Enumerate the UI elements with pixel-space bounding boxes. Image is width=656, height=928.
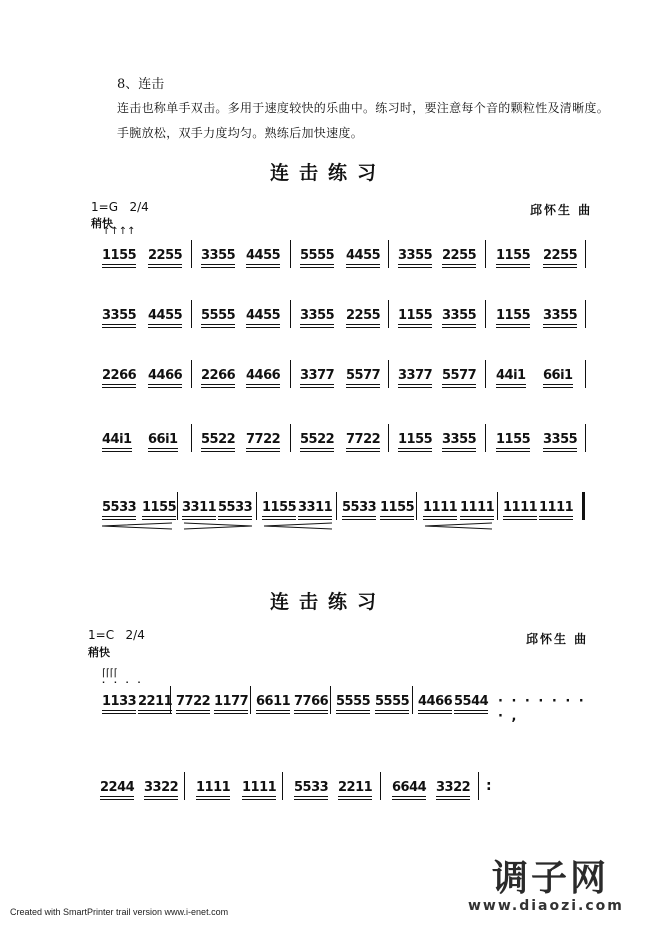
bar-line xyxy=(184,772,185,800)
note-group: 66i1 xyxy=(543,368,573,383)
note-group: 3377 xyxy=(398,368,433,383)
bar-line xyxy=(290,300,291,328)
note-group: 5522 xyxy=(300,432,335,447)
bar-line xyxy=(412,686,413,714)
note-group: 7722 xyxy=(246,432,281,447)
exercise1-row-1 xyxy=(100,226,588,278)
section-heading: 8、连击 xyxy=(117,77,165,92)
exercise1-row-2 xyxy=(100,298,588,338)
note-group: 5577 xyxy=(346,368,381,383)
continuation-dots: · · · · · · · · , xyxy=(498,694,586,724)
bar-line xyxy=(388,360,389,388)
bar-line xyxy=(290,360,291,388)
bar-line xyxy=(330,686,331,714)
bar-line xyxy=(416,492,417,520)
bar-line xyxy=(497,492,498,520)
note-group: 1111 xyxy=(423,500,458,515)
note-group: 6611 xyxy=(256,694,291,709)
bar-line xyxy=(191,300,192,328)
note-group: 4466 xyxy=(246,368,281,383)
exercise2-key xyxy=(88,628,145,642)
note-group: 5555 xyxy=(336,694,371,709)
note-group: 2211 xyxy=(138,694,173,709)
bar-line xyxy=(191,240,192,268)
note-group: 5533 xyxy=(294,780,329,795)
key-signature: 1=G xyxy=(91,200,118,214)
time-signature: 2/4 xyxy=(125,628,145,642)
note-group: 1155 xyxy=(496,432,531,447)
note-group: 3355 xyxy=(442,308,477,323)
note-group: 5555 xyxy=(201,308,236,323)
note-group: 1155 xyxy=(398,432,433,447)
note-group: 2266 xyxy=(201,368,236,383)
exercise1-title: 连击练习 xyxy=(269,162,386,184)
note-group: 1155 xyxy=(102,248,137,263)
note-group: 1111 xyxy=(503,500,538,515)
bar-line xyxy=(388,240,389,268)
note-group: 5555 xyxy=(375,694,410,709)
bar-line xyxy=(380,772,381,800)
note-group: 2211 xyxy=(338,780,373,795)
note-group: 5533 xyxy=(218,500,253,515)
note-group: 3311 xyxy=(298,500,333,515)
note-group: 44i1 xyxy=(102,432,132,447)
note-group: 3355 xyxy=(543,308,578,323)
sticking-arrows-icon: ⌈⌈⌈⌈ xyxy=(102,668,118,679)
note-group: 1133 xyxy=(102,694,137,709)
bar-line xyxy=(388,300,389,328)
note-group: 1177 xyxy=(214,694,249,709)
note-group: 5522 xyxy=(201,432,236,447)
note-group: 1111 xyxy=(539,500,574,515)
bar-line xyxy=(585,360,586,388)
exercise1-composer: 邱怀生 曲 xyxy=(530,203,593,217)
note-group: 4455 xyxy=(246,308,281,323)
note-group: 3322 xyxy=(144,780,179,795)
exercise2-row-2 xyxy=(98,770,586,810)
note-group: 6644 xyxy=(392,780,427,795)
note-group: 4466 xyxy=(418,694,453,709)
note-group: 1155 xyxy=(380,500,415,515)
note-group: 2244 xyxy=(100,780,135,795)
note-group: 7722 xyxy=(346,432,381,447)
exercise2-tempo: 稍快 xyxy=(88,646,110,659)
bar-line xyxy=(478,772,479,800)
note-group: 7722 xyxy=(176,694,211,709)
note-group: 44i1 xyxy=(496,368,526,383)
bar-line xyxy=(256,492,257,520)
footer-credit: Created with SmartPrinter trail version www.i-enet.com xyxy=(10,907,229,917)
time-signature: 2/4 xyxy=(129,200,149,214)
note-group: 3311 xyxy=(182,500,217,515)
note-group: 4455 xyxy=(148,308,183,323)
bar-line xyxy=(585,240,586,268)
note-group: 1111 xyxy=(242,780,277,795)
note-group: 2255 xyxy=(148,248,183,263)
octave-dots: · · · · xyxy=(102,678,144,687)
exercise1-row-3 xyxy=(100,358,588,398)
bar-line xyxy=(485,300,486,328)
note-group: 3355 xyxy=(300,308,335,323)
note-group: 3377 xyxy=(300,368,335,383)
note-group: 3355 xyxy=(442,432,477,447)
exercise2-title: 连击练习 xyxy=(269,591,386,613)
repeat-dots-icon: : xyxy=(486,778,492,794)
note-group: 5555 xyxy=(300,248,335,263)
note-group: 5544 xyxy=(454,694,489,709)
key-signature: 1=C xyxy=(88,628,115,642)
bar-line xyxy=(177,492,178,520)
bar-line xyxy=(290,424,291,452)
paragraph-2: 手腕放松，双手力度均匀。熟练后加快速度。 xyxy=(117,126,364,140)
note-group: 5533 xyxy=(342,500,377,515)
paragraph-1: 连击也称单手双击。多用于速度较快的乐曲中。练习时，要注意每个音的颗粒性及清晰度。 xyxy=(117,101,610,115)
note-group: 4466 xyxy=(148,368,183,383)
end-bar-line xyxy=(582,492,585,520)
bar-line xyxy=(336,492,337,520)
note-group: 1155 xyxy=(398,308,433,323)
sticking-arrows-icon: ↑↑↑↑ xyxy=(102,226,136,237)
logo: 调子网 xyxy=(492,858,610,899)
exercise1-key xyxy=(91,200,149,214)
note-group: 1111 xyxy=(460,500,495,515)
note-group: 1155 xyxy=(496,248,531,263)
bar-line xyxy=(191,360,192,388)
note-group: 1155 xyxy=(262,500,297,515)
note-group: 1111 xyxy=(196,780,231,795)
note-group: 3355 xyxy=(201,248,236,263)
note-group: 2255 xyxy=(442,248,477,263)
bar-line xyxy=(290,240,291,268)
note-group: 2255 xyxy=(346,308,381,323)
note-group: 3355 xyxy=(102,308,137,323)
exercise2-composer: 邱怀生 曲 xyxy=(526,632,589,646)
crescendo-marks xyxy=(102,522,582,530)
note-group: 3355 xyxy=(398,248,433,263)
bar-line xyxy=(282,772,283,800)
note-group: 3322 xyxy=(436,780,471,795)
bar-line xyxy=(585,424,586,452)
note-group: 5577 xyxy=(442,368,477,383)
exercise1-tempo: 稍快 xyxy=(91,217,113,230)
note-group: 1155 xyxy=(496,308,531,323)
note-group: 5533 xyxy=(102,500,137,515)
exercise2-row-1 xyxy=(100,668,588,724)
bar-line xyxy=(170,686,171,714)
bar-line xyxy=(191,424,192,452)
note-group: 2255 xyxy=(543,248,578,263)
bar-line xyxy=(485,360,486,388)
bar-line xyxy=(485,424,486,452)
exercise1-row-4 xyxy=(100,422,588,462)
bar-line xyxy=(388,424,389,452)
note-group: 2266 xyxy=(102,368,137,383)
note-group: 66i1 xyxy=(148,432,178,447)
bar-line xyxy=(250,686,251,714)
note-group: 4455 xyxy=(246,248,281,263)
bar-line xyxy=(585,300,586,328)
note-group: 1155 xyxy=(142,500,177,515)
note-group: 7766 xyxy=(294,694,329,709)
note-group: 4455 xyxy=(346,248,381,263)
bar-line xyxy=(485,240,486,268)
exercise1-row-5 xyxy=(100,490,588,530)
note-group: 3355 xyxy=(543,432,578,447)
logo-url: www.diaozi.com xyxy=(468,898,624,914)
